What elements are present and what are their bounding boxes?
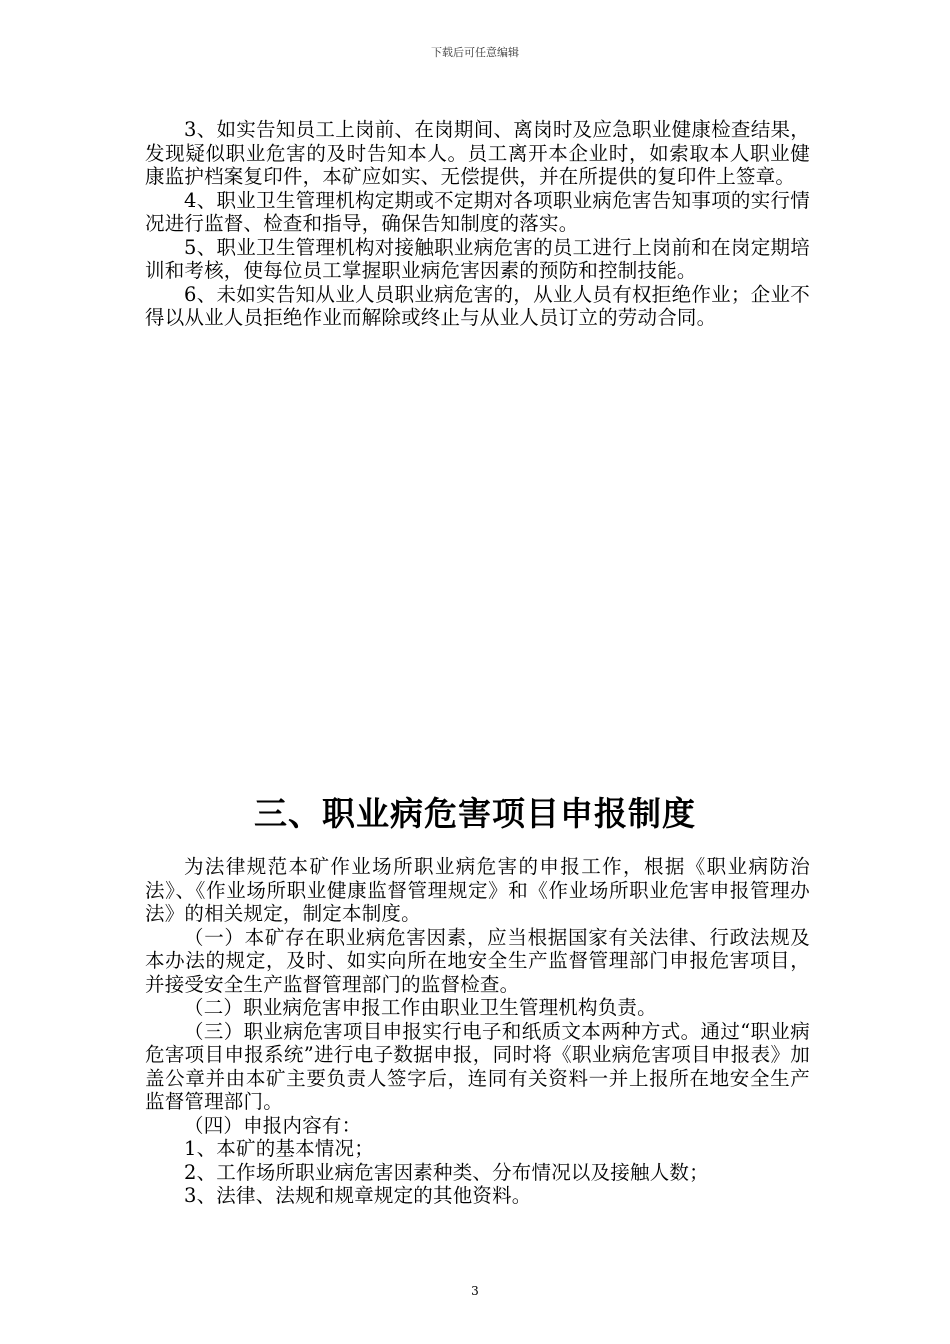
paragraph: （三）职业病危害项目申报实行电子和纸质文本两种方式。通过“职业病危害项目申报系统”进行电子数据申报，同时将《职业病危害项目申报表》加盖公章并由本矿主要负责人签字后，连同有关资料一并上报所在地安全生产监督管理部门。 xyxy=(145,1019,810,1113)
section-2-body xyxy=(145,855,810,1208)
paragraph: 4、职业卫生管理机构定期或不定期对各项职业病危害告知事项的实行情况进行监督、检查和指导，确保告知制度的落实。 xyxy=(145,188,810,235)
list-item: 3、法律、法规和规章规定的其他资料。 xyxy=(184,1184,532,1207)
paragraph: （一）本矿存在职业病危害因素，应当根据国家有关法律、行政法规及本办法的规定，及时、如实向所在地安全生产监督管理部门申报危害项目，并接受安全生产监督管理部门的监督检查。 xyxy=(145,925,810,996)
paragraph: 为法律规范本矿作业场所职业病危害的申报工作，根据《职业病防治法》、《作业场所职业健康监督管理规定》和《作业场所职业危害申报管理办法》的相关规定，制定本制度。 xyxy=(145,855,810,925)
paragraph: （四）申报内容有： xyxy=(184,1113,362,1137)
list-item: 1、本矿的基本情况； xyxy=(184,1137,374,1160)
section-1-body xyxy=(145,118,810,330)
paragraph: 3、如实告知员工上岗前、在岗期间、离岗时及应急职业健康检查结果，发现疑似职业危害的及时告知本人。员工离开本企业时，如索取本人职业健康监护档案复印件，本矿应如实、无偿提供，并在所提供的复印件上签章。 xyxy=(145,118,810,188)
paragraph: 5、职业卫生管理机构对接触职业病危害的员工进行上岗前和在岗定期培训和考核，使每位员工掌握职业病危害因素的预防和控制技能。 xyxy=(145,235,810,282)
header-watermark: 下载后可任意编辑 xyxy=(431,46,519,59)
section-title: 三、职业病危害项目申报制度 xyxy=(254,794,696,833)
paragraph: （二）职业病危害申报工作由职业卫生管理机构负责。 xyxy=(184,996,657,1019)
list-item: 2、工作场所职业病危害因素种类、分布情况以及接触人数； xyxy=(184,1160,709,1184)
page-number: 3 xyxy=(471,1284,479,1298)
paragraph: 6、未如实告知从业人员职业病危害的，从业人员有权拒绝作业；企业不得以从业人员拒绝作业而解除或终止与从业人员订立的劳动合同。 xyxy=(145,282,810,329)
